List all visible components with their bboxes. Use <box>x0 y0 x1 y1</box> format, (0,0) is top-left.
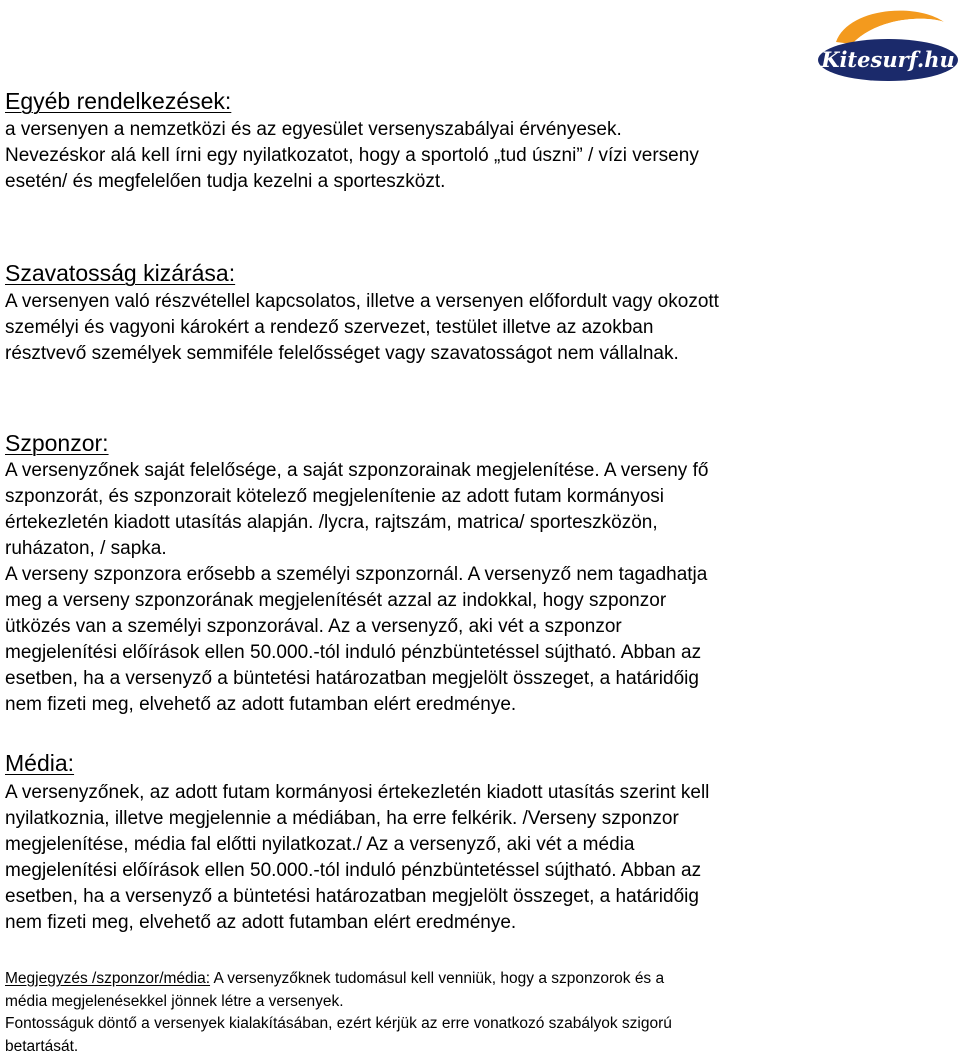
text-line: résztvevő személyek semmiféle felelősséget vagy szavatosságot nem vállalnak. <box>5 341 719 367</box>
footnote-label: Megjegyzés /szponzor/média: <box>5 970 210 987</box>
text-line: A versenyzőnek saját felelősége, a saját szponzorainak megjelenítése. A verseny fő <box>5 458 708 484</box>
text-line: szponzorát, és szponzorait kötelező megjeleníteniе az adott futam kormányosi <box>5 484 708 510</box>
text-line: megjelenítési előírások ellen 50.000.-tól induló pénzbüntetéssel sújtható. Abban az <box>5 640 708 666</box>
footnote-text: A versenyzőknek tudomásul kell venniük, hogy a szponzorok és a <box>210 970 664 987</box>
text-line: esetben, ha a versenyző a büntetési határozatban megjelölt összeget, a határidőig <box>5 884 709 910</box>
text-line: A versenyen való részvétellel kapcsolatos, illetve a versenyen előfordult vagy okozott <box>5 289 719 315</box>
kitesurf-logo <box>808 4 958 84</box>
text-line: A verseny szponzora erősebb a személyi szponzornál. A versenyző nem tagadhatja <box>5 562 708 588</box>
text-line: Fontosságuk döntő a versenyek kialakításában, ezért kérjük az erre vonatkozó szabályok szigorú <box>5 1013 672 1036</box>
footnote <box>5 968 672 1058</box>
section-body-szavatossag <box>5 289 719 367</box>
section-body-szponzor <box>5 458 708 718</box>
section-title-media: Média: <box>5 748 74 778</box>
section-title-szponzor: Szponzor: <box>5 428 109 458</box>
text-line: nyilatkoznia, illetve megjelennie a médiában, ha erre felkérik. /Verseny szponzor <box>5 806 709 832</box>
text-line: a versenyen a nemzetközi és az egyesület versenyszabályai érvényesek. <box>5 117 699 143</box>
text-line: Nevezéskor alá kell írni egy nyilatkozatot, hogy a sportoló „tud úszni” / vízi verseny <box>5 143 699 169</box>
text-line: nem fizeti meg, elvehető az adott futamban elért eredménye. <box>5 910 709 936</box>
text-line: esetben, ha a versenyző a büntetési határozatban megjelölt összeget, a határidőig <box>5 666 708 692</box>
logo-text: Kitesurf.hu <box>820 47 955 72</box>
text-line: megjelenítése, média fal előtti nyilatkozat./ Az a versenyző, aki vét a média <box>5 832 709 858</box>
text-line: média megjelenésekkel jönnek létre a versenyek. <box>5 991 672 1014</box>
text-line: értekezletén kiadott utasítás alapján. /lycra, rajtszám, matrica/ sporteszközön, <box>5 510 708 536</box>
text-line: megjelenítési előírások ellen 50.000.-tól induló pénzbüntetéssel sújtható. Abban az <box>5 858 709 884</box>
text-line: nem fizeti meg, elvehető az adott futamban elért eredménye. <box>5 692 708 718</box>
section-body-media <box>5 780 709 936</box>
text-line: ütközés van a személyi szponzorával. Az a versenyző, aki vét a szponzor <box>5 614 708 640</box>
section-title-szavatossag: Szavatosság kizárása: <box>5 258 235 288</box>
footnote-first-line <box>5 968 672 991</box>
text-line: személyi és vagyoni károkért a rendező szervezet, testület illetve az azokban <box>5 315 719 341</box>
section-body-egyeb <box>5 117 699 195</box>
text-line: esetén/ és megfelelően tudja kezelni a sporteszközt. <box>5 169 699 195</box>
text-line: ruházaton, / sapka. <box>5 536 708 562</box>
text-line: A versenyzőnek, az adott futam kormányosi értekezletén kiadott utasítás szerint kell <box>5 780 709 806</box>
section-title-egyeb: Egyéb rendelkezések: <box>5 86 231 116</box>
text-line: betartását. <box>5 1036 672 1058</box>
text-line: meg a verseny szponzorának megjelenítését azzal az indokkal, hogy szponzor <box>5 588 708 614</box>
